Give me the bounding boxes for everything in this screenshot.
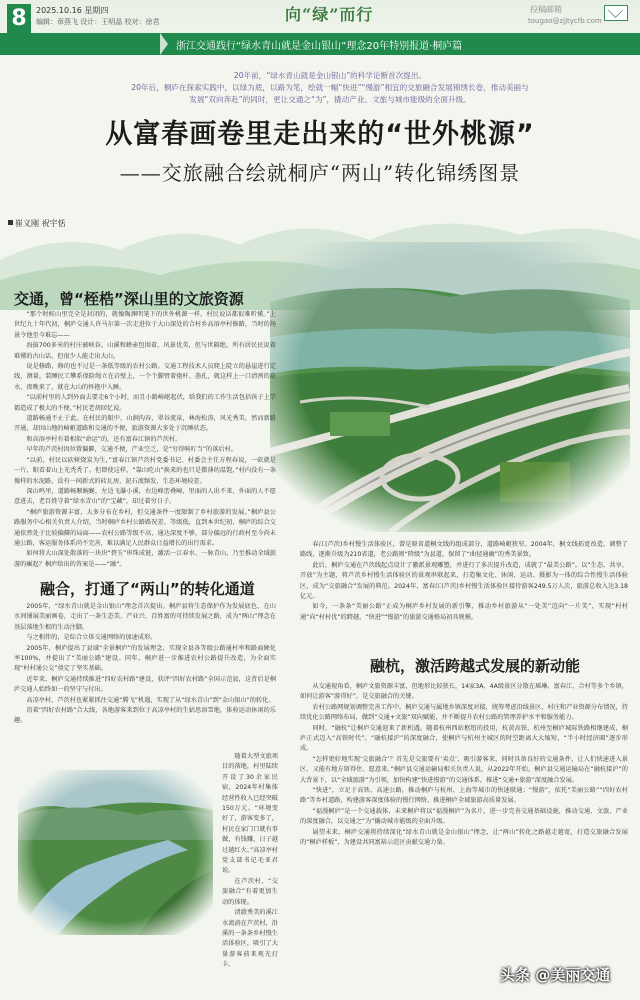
banner-text: 浙江交通践行“绿水青山就是金山银山”理念20年特别报道·桐庐篇 [176, 41, 463, 52]
section-heading-3: 融杭，激活跨越式发展的新动能 [370, 657, 581, 675]
page-number: 8 [7, 4, 31, 34]
paragraph: “怎样更好地实现‘交旅融合’？首先是交旅要有‘卖点’，吸引游客来，同时具备良好的交通条件，让人们快速进入景区，又能有地方留得住、愿意来。”桐庐县交通运输局相关负责人说，从2022年开始，桐庐县交通运输局在“融杭接沪”的大背景下，以“全域旅游”为引领，加快构建“快进慢游”的交通体系，推进“交通+旅游”深度融合发展。 [300, 755, 628, 784]
river-valley-photo [18, 770, 213, 935]
section-3-top-body [300, 540, 628, 644]
editorial-staff: 编辑：章燕飞 设计：王明晶 校对：徐君 [36, 18, 160, 26]
paragraph: “以前村里的人到外面去要走6个小时，而且小路崎岖起伏，给我们的工作生活包括孩子上学都造成了极大的不便。”村民老胡回忆说。 [14, 394, 276, 412]
intro-summary [95, 70, 565, 106]
section-banner [0, 33, 640, 55]
paragraph: 在芦茨村，“交旅融合”有着更加生动的体现。 [222, 877, 278, 906]
section-2-body-wrap [222, 752, 278, 969]
submission-email: tougao@zjjtycfb.com [528, 17, 602, 25]
paragraph: “那个时候山里完全是封闭的，就像陶渊明笔下的世外桃源一样，村民说话都很难听懂。”上世纪九十年代初，桐庐交通人许马尔第一次走进位于大山深处的合村乡高溶亭村修路，当时的场景令他至今难忘—— [14, 311, 276, 339]
sub-headline: ——交旅融合绘就桐庐“两山”转化锦绣图景 [119, 161, 521, 185]
paragraph: 高凉亭村、芦茨村也紧紧抓住交通“腾飞”机遇，实现了从“绿水青山”到“金山银山”的转化。 [26, 696, 275, 704]
paragraph: 如今，一条条“美丽公路”正成为桐庐乡村发展的新引擎，推动乡村旅游从“一处美”迈向“一片美”，实现“村村通”向“村村优”的跨越，“快进”“慢游”的旅游交通格局初具规模。 [300, 603, 628, 621]
paragraph: 深山鸣里，道路畅顺蜿蜒，左边飞瀑小溪，右边峰峦叠嶂，里面的人出不来，外面的人不愿意进去，老百姓守着“绿水青山”的“宝藏”，却过着穷日子。 [14, 487, 276, 506]
main-headline: 从富春画卷里走出来的“世外桃源” [105, 119, 535, 150]
column-name: 向“绿”而行 [285, 5, 374, 24]
intro-line: 发展“双向奔赴”的同时，更让交通之“为”，撬动产业、文旅与城市能级的全面升级。 [189, 95, 471, 104]
section-1-body [14, 310, 276, 568]
arrow-icon [160, 33, 168, 55]
paragraph: 说是修路，修的也不过是一条低等级的农村公路。交通工程技术人员爬上陡立的悬崖进行定线，测量，装睡民工攀系保险绳立在岩壁上，一个个脚臂着炮杆、凿孔，就这样上一口清洌的泉水，夜晚来了，就在大山的怀抱中入睡。 [14, 363, 276, 391]
paragraph: 2005年，“绿水青山就是金山银山”理念首次提出。桐庐县将生态保护作为发展底色，在山水间铺展美丽画卷，走出了一条生态美、产业兴、百姓富的可持续发展之路，成为“两山”理念在基层落地生根的生动注脚。 [14, 603, 276, 631]
paragraph: 道路畅通不止于此。在村民的眼中，山涧沟谷，翠谷流泉，林海松涛，风光秀美，然而新路开通，却因山地的崎岖道路和交通的不便，旅游资源大多处于沉睡状态。 [14, 415, 276, 433]
submission-label: 投稿邮箱 [530, 5, 562, 14]
source-watermark: 头条 @美丽交通 [500, 966, 611, 984]
paragraph: 沿着“四好农村路”合大线，各地游客来到位于高凉亭村的生姑思溶雪地，体验运动休闲的乐趣。 [14, 707, 276, 725]
paragraph: 近年来，桐庐交通持续推进“四好农村路”建设，获评“四好农村路”全国示范县，这背后是桐庐交通人始终如一的坚守与付出。 [14, 675, 276, 694]
section-heading-2: 融合，打通了“两山”的转化通道 [40, 580, 255, 598]
paragraph: 和高溶亭村有着相似“命运”的，还有富春江镇的芦茨村。 [26, 435, 182, 443]
paragraph: “快进”，立足于高铁、高速公路，推动桐庐与杭州、上海等城市的快速联通；“慢游”，依托“美丽公路”“四好农村路”等乡村道路，构建游客深度体验的慢行网络，推进桐庐全域旅游高质量发展。 [300, 787, 628, 805]
paragraph: 如何将大山深处散落的一块块“碧玉”串珠成链，激活一江春水、一脉青山，乃至推动全域旅游的崛起？桐庐给出的答案是——“融”。 [14, 550, 276, 568]
paragraph: 春江(芦茨)乡村慢生活体验区，曾是原省道桐文线的组成部分，道路崎岖狭窄。2004年，桐文线拓宽改造，调整了路线，逐渐升级为210省道，老公路则“降级”为县道，保留了“曲径通幽”的秀美景致。 [300, 541, 628, 559]
intro-line: 20年前，“绿水青山就是金山银山”的科学论断首次提出。 [233, 71, 427, 80]
byline: 崔义刚 祝宇恬 [8, 218, 66, 229]
section-heading-1: 交通，曾“桎梏”深山里的文旅资源 [14, 290, 244, 308]
paragraph: 从交通视角看，桐庐文旅资源丰富，但地形比较狭长，14家3A、4A级景区分散在瑶琳、富春江、合村等多个乡镇，如何让游客“游得好”，是交旅融合的关键。 [300, 683, 628, 701]
paragraph: 2005年，桐庐提出了县域“全景桐庐”的发展理念，实现全县各等级公路通村率和路面硬化率100%，并提出了“美丽公路”建设。同年，桐庐进一步推进农村公路提升改造，为全面实现“村村通公交”奠定了坚实基础。 [14, 644, 276, 673]
paragraph: 随着大型文旅项目的落地，村里陆续开设了30余家民宿，2024年村集体经营性收入已经突破150万元。“环境变好了，游客变多了，村民在家门口就有事做、有钱赚，日子越过越红火。”高凉亭村党支部书记毛亚君说。 [222, 753, 278, 875]
aerial-photo-highway [270, 242, 630, 532]
paragraph: 早年的芦茨村因位置偏僻，交通不便，产业空乏，是“穷得响叮当”的落后村。 [26, 446, 237, 454]
paragraph: 此后，桐庐交通在芦茨线起点设计了徽派景观雕塑，并进行了多次提升改造，成就了“最美公路”。以“生态、共享、开放”为主题，将芦茨乡村慢生活体验区的景观串联起来，打造集文化、休闲、运动、摄影为一体的综合性慢生活体验区，成为“交旅融合”发展的典范。2024年，富春江(芦茨)乡村慢生活体验区接待游客249.5万人次，旅游总收入达3.18亿元。 [300, 561, 628, 601]
section-2-body [14, 602, 276, 752]
paragraph: “福漫桐庐”是一个交通载体，未来桐庐将以“福漫桐庐”为名片，进一步完善交通基础设施，推动交通、文旅、产业的深度融合，以交通之“为”撬动城市能级的全面升级。 [300, 807, 628, 826]
paragraph: 清澈秀美的溪江水流淌在芦茨村，沿溪的一条条乡村慢生活体验区，吸引了大量游客前来观光打卡。 [222, 909, 278, 969]
paragraph: 海拔700多米的村庄被峡谷、山溪和蜂壶包围着，风景优美，但与世隔绝，所有居民民说着难懂的古山话，但很少人能走出大山。 [14, 342, 276, 360]
paragraph: 同时，“融杭”让桐庐交通迎来了新机遇。随着杭州西站枢纽的投用，杭黄高铁、杭州至桐庐城际铁路相继建成，桐庐正式迈入“高铁时代”。“融杭接沪”的深度融合，使桐庐与杭州主城区的时空距离大大缩短，“半小时经济圈”逐步形成。 [300, 724, 628, 753]
page-header [0, 0, 640, 62]
mail-icon [604, 5, 628, 21]
paragraph: “桐庐旅游资源丰富，大多分布在乡村，但交通条件一度限制了乡村旅游的发展。”桐庐县公路服务中心相关负责人介绍，当时桐庐乡村公路路况差、等级低，直到本世纪初，桐庐的综合交通依然处于比较偏僻的局面——农村公路等级不高，通达深度不够，部分偏远的行政村至今尚未通公路，客运服务体系尚不完善，难以满足人民群众日益增长的出行需求。 [14, 508, 276, 547]
paragraph: 农村公路网规划调整完善工作中，桐庐交通与属地乡镇深度对接，统筹考虑沿线景区、村庄和产业资源分布情况，持续优化公路网络布局，做到“交通+文旅”双向赋能，并不断提升农村公路的管理养护水平和服务能力。 [300, 703, 628, 722]
section-3-body [300, 682, 628, 952]
intro-line: 20年后，桐庐在探索实践中，以绿为底，以路为笔，绘就一幅“快进”“慢游”相宜的交旅融合发展锦绣长卷，推动美丽与 [131, 83, 529, 92]
paragraph: 与之相伴的，是综合立体交通网络的加速成形。 [26, 634, 157, 642]
paragraph: “以前，村民以砍树烧炭为生，”富春江镇芦茨村党委书记、村委会主任方程春说，一砍就是一片，眼看着山上光秃秃了。但即使这样，“靠山吃山”换来的也只是微薄的温饱，”村内没有一条像样的水泥路，没有一间新式的砖瓦房，泥石流频发，生态环境较差。 [14, 456, 276, 485]
paragraph: 展望未来，桐庐交通将持续深化“绿水青山就是金山银山”理念，让“两山”转化之路越走越宽，打造交旅融合发展的“桐庐样板”，为建设共同富裕示范区贡献交通力量。 [300, 828, 628, 847]
issue-date: 2025.10.16 星期四 [36, 6, 109, 15]
